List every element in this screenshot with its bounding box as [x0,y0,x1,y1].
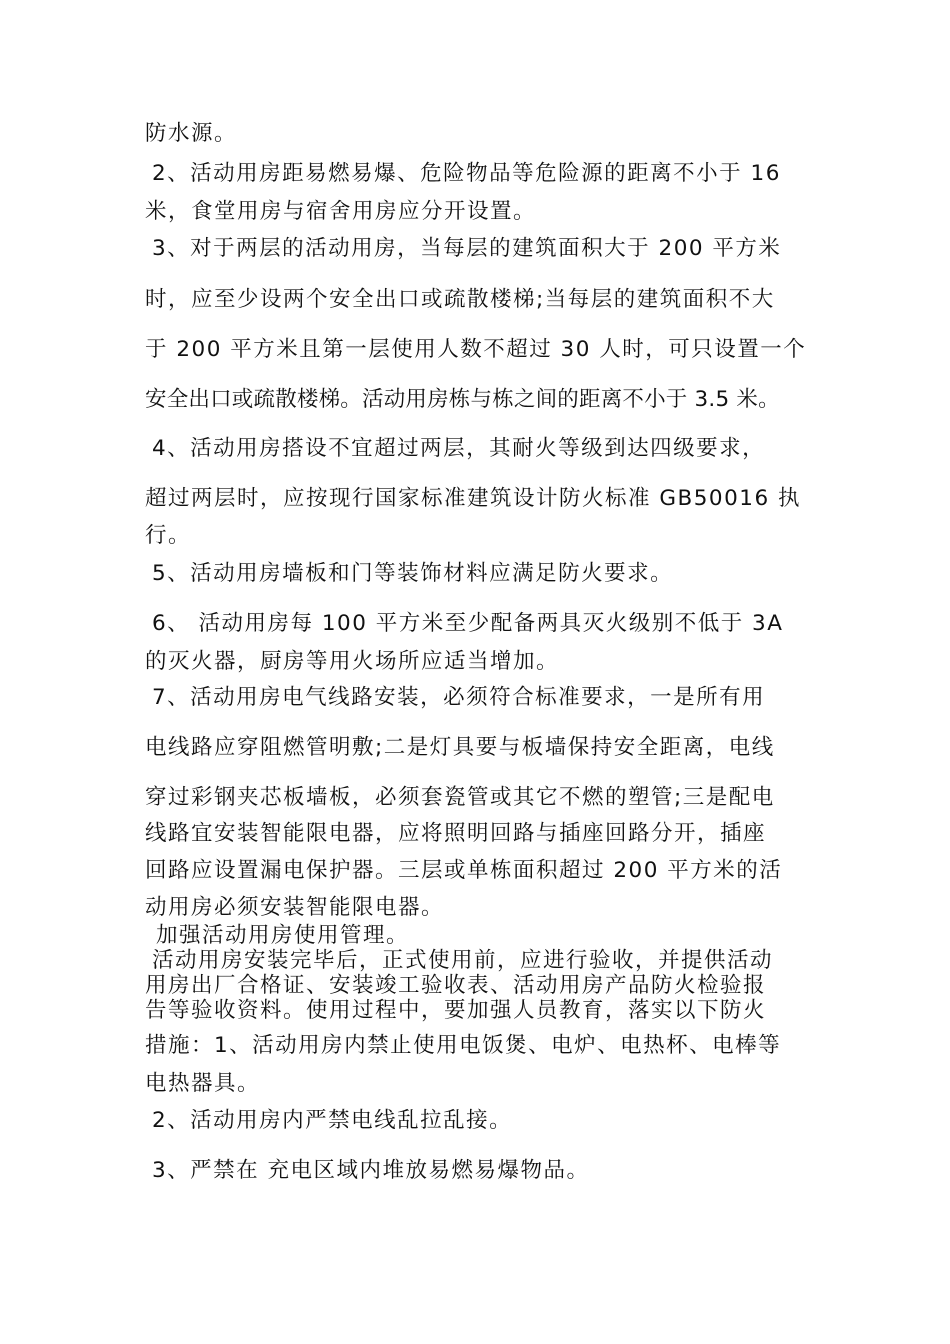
text-line: 用房出厂合格证、安装竣工验收表、活动用房产品防火检验报 [145,973,767,998]
text-line: 时，应至少设两个安全出口或疏散楼梯;当每层的建筑面积不大 [145,287,775,312]
text-line: 回路应设置漏电保护器。三层或单栋面积超过 200 平方米的活 [145,858,783,883]
text-line: 的灭火器，厨房等用火场所应适当增加。 [145,649,560,674]
text-line: 电线路应穿阻燃管明敷;二是灯具要与板墙保持安全距离，电线 [145,735,775,760]
text-line: 穿过彩钢夹芯板墙板，必须套瓷管或其它不燃的塑管;三是配电 [145,785,775,810]
text-line: 6、 活动用房每 100 平方米至少配备两具灭火级别不低于 3A [152,611,784,636]
text-line: 防水源。 [145,121,238,146]
text-line: 超过两层时，应按现行国家标准建筑设计防火标准 GB50016 执 [145,486,801,511]
text-line: 行。 [145,523,192,548]
text-line: 5、活动用房墙板和门等装饰材料应满足防火要求。 [152,561,674,586]
text-line: 米，食堂用房与宿舍用房应分开设置。 [145,199,537,224]
text-line: 电热器具。 [145,1071,261,1096]
text-line: 动用房必须安装智能限电器。 [145,895,445,920]
text-line: 2、活动用房距易燃易爆、危险物品等危险源的距离不小于 16 [152,161,781,186]
text-line: 活动用房安装完毕后，正式使用前，应进行验收，并提供活动 [152,948,774,973]
text-line: 告等验收资料。使用过程中，要加强人员教育，落实以下防火 [145,998,767,1023]
text-line: 措施：1、活动用房内禁止使用电饭煲、电炉、电热杯、电棒等 [145,1033,782,1058]
text-line: 2、活动用房内严禁电线乱拉乱接。 [152,1108,513,1133]
text-line: 于 200 平方米且第一层使用人数不超过 30 人时，可只设置一个 [145,337,807,362]
text-line: 3、对于两层的活动用房，当每层的建筑面积大于 200 平方米 [152,236,782,261]
text-line: 3、严禁在 充电区域内堆放易燃易爆物品。 [152,1158,590,1183]
text-line: 4、活动用房搭设不宜超过两层，其耐火等级到达四级要求， [152,436,766,461]
text-line: 7、活动用房电气线路安装，必须符合标准要求，一是所有用 [152,685,766,710]
text-line: 线路宜安装智能限电器，应将照明回路与插座回路分开，插座 [145,821,767,846]
text-line: 安全出口或疏散楼梯。活动用房栋与栋之间的距离不小于 3.5 米。 [145,387,780,412]
section-heading: 加强活动用房使用管理。 [156,923,410,948]
